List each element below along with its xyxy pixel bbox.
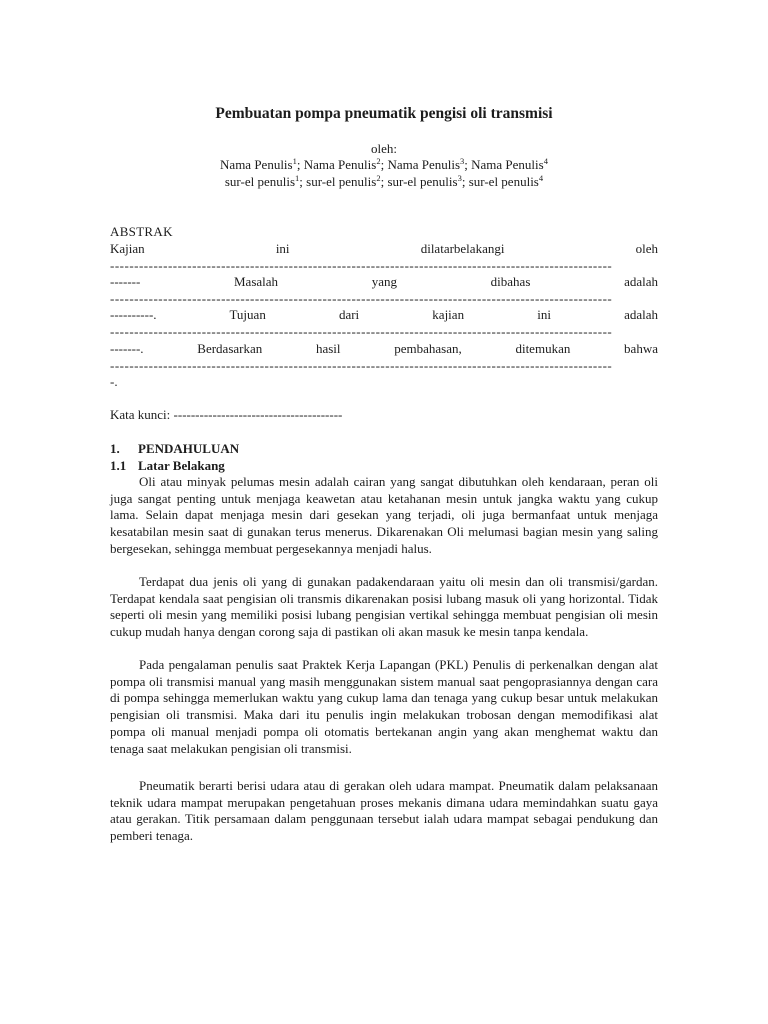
paragraph-1: Oli atau minyak pelumas mesin adalah cairan yang sangat dibutuhkan oleh kendaraan, peran oli juga sangat penting untuk menjaga keawetan atau ketahanan mesin untuk jangka waktu yang cukup lama. Selain dapat menjaga mesin dari gesekan yang terjadi, oli juga bermanfaat untuk menjaga kesatabilan mesin saat di gunakan terus menerus. Dikarenakan Oli melumasi bagian mesin yang saling bergesekan, sehingga membuat pergesekannya menjadi halus. — [110, 474, 658, 556]
section-title: PENDAHULUAN — [138, 441, 240, 456]
subsection-number: 1.1 — [110, 458, 127, 473]
byline-name: sur-el penulis — [468, 174, 539, 189]
footnote-marker: 2 — [376, 156, 381, 166]
abstract-dashes-3: -------------------------------------------------------------------------------------------------------- — [110, 324, 613, 339]
footnote-marker: 4 — [543, 156, 548, 166]
footnote-marker: 1 — [292, 156, 297, 166]
abstract-dashes-4: -------------------------------------------------------------------------------------------------------- — [110, 358, 613, 373]
abstract-dashes-1: -------------------------------------------------------------------------------------------------------- — [110, 258, 613, 273]
keywords-line: Kata kunci: --------------------------------------- — [110, 407, 343, 422]
byline-name: Nama Penulis — [303, 157, 377, 172]
byline-name: Nama Penulis — [471, 157, 544, 172]
byline-name: Nama Penulis — [220, 157, 293, 172]
byline-oleh: oleh: — [371, 141, 397, 156]
author-emails: sur-el penulis$^1$; sur-el penulis$^2$; sur-el penulis$^3$; sur-el penulis$^4$ — [224, 173, 544, 189]
paragraph-3: Pada pengalaman penulis saat Praktek Kerja Lapangan (PKL) Penulis di perkenalkan dengan alat pompa oli transmisi manual yang masih menggunakan sistem manual saat pengoprasiannya dengan cara di pompa sehingga memerlukan waktu yang cukup lama dan tenaga yang cukup besar untuk melakukan pengisian oli transmisi. Maka dari itu penulis ingin melakukan trobosan dengan memodifikasi alat pompa oli manual menjadi pompa oli otomatis bertekanan angin yang akan menghemat waktu dan tenaga saat melakukan pengisian oli transmisi. — [110, 657, 658, 756]
footnote-marker: 2 — [376, 173, 381, 183]
subsection-title: Latar Belakang — [138, 458, 225, 473]
section-heading — [110, 441, 658, 457]
footnote-marker: 4 — [538, 173, 544, 183]
byline-name: sur-el penulis — [387, 174, 458, 189]
abstract-line-1: Kajian ini dilatarbelakangi oleh — [110, 241, 658, 256]
footnote-marker: 3 — [457, 173, 462, 183]
paragraph-4: Pneumatik berarti berisi udara atau di gerakan oleh udara mampat. Pneumatik dalam pelaksanaan teknik udara mampat merupakan pengetahuan proses mekanis dimana udara memindahkan suatu gaya atau gerakan. Titik persamaan dalam penggunaan tersebut ialah udara mampat sebagai pendukung dan pemberi tenaga. — [110, 778, 658, 844]
footnote-marker: 3 — [460, 156, 465, 166]
abstract-line-4: -------. Berdasarkan hasil pembahasan, ditemukan bahwa — [110, 341, 658, 356]
abstract-heading: ABSTRAK — [110, 224, 173, 239]
byline-name: sur-el penulis — [224, 174, 296, 189]
footnote-marker: 1 — [295, 173, 300, 183]
abstract-end: -. — [110, 374, 118, 389]
abstract-dashes-2: -------------------------------------------------------------------------------------------------------- — [110, 291, 613, 306]
author-names: Nama Penulis$^1$; Nama Penulis$^2$; Nama Penulis$^3$; Nama Penulis$^4$ — [220, 156, 548, 172]
abstract-line-3: ----------. Tujuan dari kajian ini adalah — [110, 307, 658, 322]
byline-name: Nama Penulis — [387, 157, 461, 172]
paragraph-2: Terdapat dua jenis oli yang di gunakan padakendaraan yaitu oli mesin dan oli transmisi/gardan. Terdapat kendala saat pengisian oli transmis dikarenakan posisi lubang masuk oli yang horizontal. Tidak seperti oli mesin yang memiliki posisi lubang pengisian vertikal sehingga membuat pengisian oli mesin cukup mudah hanya dengan corong saja di pastikan oli akan masuk ke mesin tanpa kendala. — [110, 574, 658, 640]
byline-name: sur-el penulis — [306, 174, 377, 189]
abstract-line-2: ------- Masalah yang dibahas adalah — [110, 274, 658, 289]
subsection-heading — [110, 458, 658, 474]
paper-title: Pembuatan pompa pneumatik pengisi oli transmisi — [215, 105, 553, 122]
section-number: 1. — [110, 441, 120, 456]
